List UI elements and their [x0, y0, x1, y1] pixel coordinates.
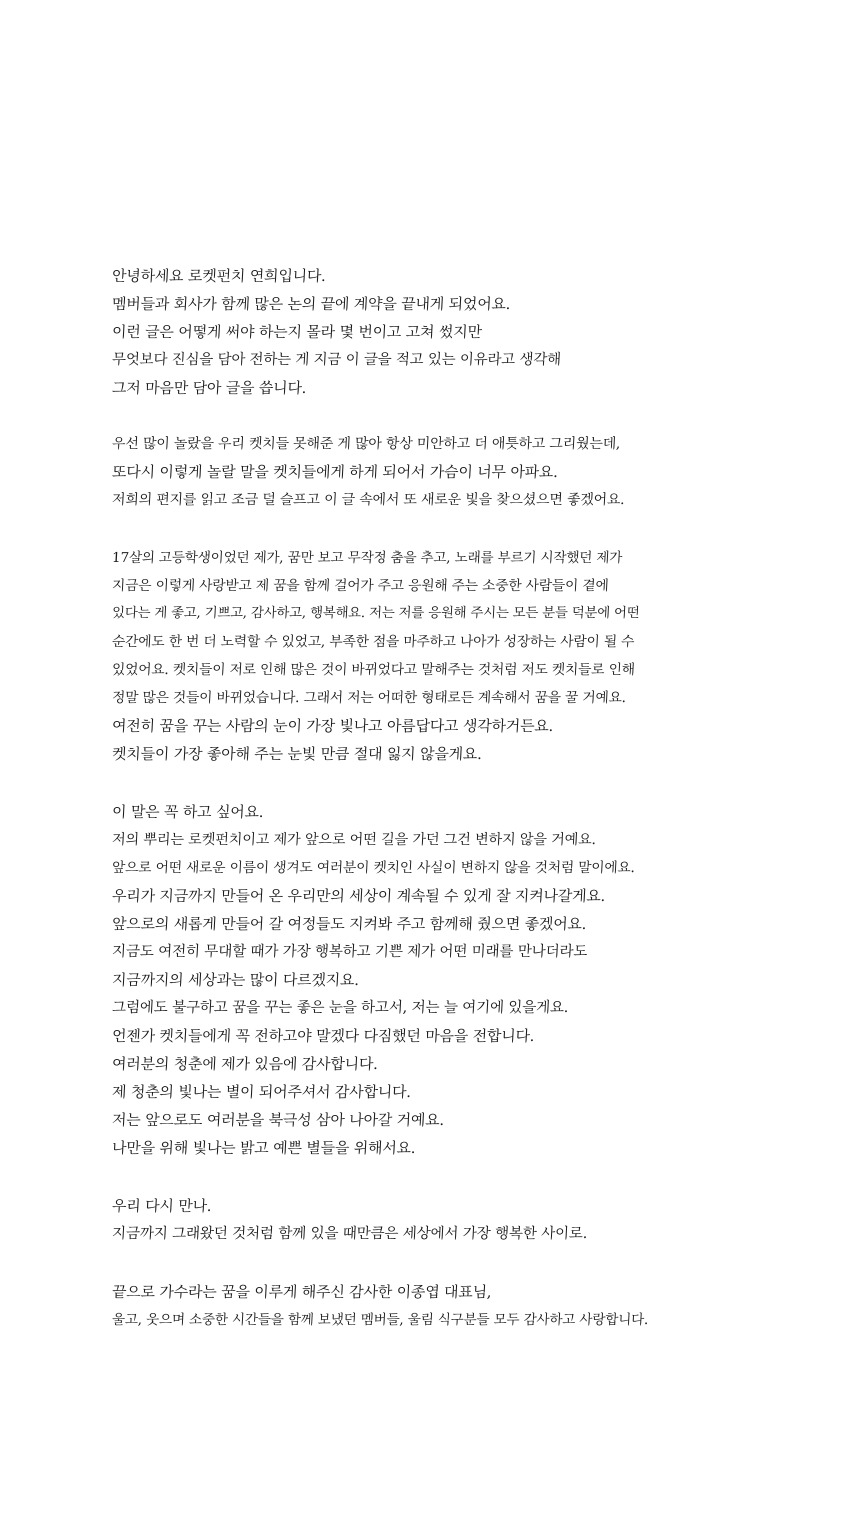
paragraph-promise — [112, 798, 672, 1162]
letter-line: 안녕하세요 로켓펀치 연희입니다. — [111, 267, 327, 285]
letter-line: 앞으로의 새롭게 만들어 갈 여정들도 지켜봐 주고 함께해 줬으면 좋겠어요. — [111, 915, 587, 933]
letter-line: 저의 뿌리는 로켓펀치이고 제가 앞으로 어떤 길을 가던 그건 변하지 않을 거예요. — [111, 832, 597, 848]
letter-line: 있다는 게 좋고, 기쁘고, 감사하고, 행복해요. 저는 저를 응원해 주시는 모든 분들 덕분에 어떤 — [111, 606, 640, 621]
letter-line: 여전히 꿈을 꾸는 사람의 눈이 가장 빛나고 아름답다고 생각하거든요. — [111, 717, 554, 735]
letter-line: 저희의 편지를 읽고 조금 덜 슬프고 이 글 속에서 또 새로운 빛을 찾으셨으면 좋겠어요. — [111, 492, 625, 508]
letter-line: 있었어요. 켓치들이 저로 인해 많은 것이 바뀌었다고 말해주는 것처럼 저도 켓치들로 인해 — [111, 662, 636, 678]
letter-line: 그럼에도 불구하고 꿈을 꾸는 좋은 눈을 하고서, 저는 늘 여기에 있을게요. — [111, 999, 569, 1016]
letter-line: 끝으로 가수라는 꿈을 이루게 해주신 감사한 이종엽 대표님, — [111, 1283, 492, 1301]
letter-line: 이 말은 꼭 하고 싶어요. — [111, 803, 264, 821]
letter-line: 17살의 고등학생이었던 제가, 꿈만 보고 무작정 춤을 추고, 노래를 부르기 시작했던 제가 — [111, 550, 623, 566]
letter-line: 저는 앞으로도 여러분을 북극성 삼아 나아갈 거예요. — [111, 1111, 445, 1129]
letter-line: 우리가 지금까지 만들어 온 우리만의 세상이 계속될 수 있게 잘 지켜나갈게요. — [111, 887, 606, 905]
letter-line: 무엇보다 진심을 담아 전하는 게 지금 이 글을 적고 있는 이유라고 생각해 — [111, 352, 562, 368]
handwritten-letter — [112, 262, 672, 1334]
paragraph-greeting — [112, 262, 672, 402]
letter-line: 우리 다시 만나. — [111, 1197, 212, 1215]
letter-line: 울고, 웃으며 소중한 시간들을 함께 보냈던 멤버들, 울림 식구분들 모두 감사하고 사랑합니다. — [111, 1312, 649, 1328]
letter-line: 앞으로 어떤 새로운 이름이 생겨도 여러분이 켓치인 사실이 변하지 않을 것처럼 말이에요. — [111, 860, 636, 876]
letter-line: 지금도 여전히 무대할 때가 가장 행복하고 기쁜 제가 어떤 미래를 만나더라도 — [111, 943, 588, 960]
letter-line: 켓치들이 가장 좋아해 주는 눈빛 만큼 절대 잃지 않을게요. — [111, 745, 483, 763]
paragraph-farewell — [112, 1192, 672, 1248]
letter-line: 여러분의 청춘에 제가 있음에 감사합니다. — [111, 1055, 379, 1073]
letter-line: 지금까지 그래왔던 것처럼 함께 있을 때만큼은 세상에서 가장 행복한 사이로. — [111, 1225, 588, 1242]
letter-line: 멤버들과 회사가 함께 많은 논의 끝에 계약을 끝내게 되었어요. — [111, 295, 511, 313]
letter-line: 우선 많이 놀랐을 우리 켓치들 못해준 게 많아 항상 미안하고 더 애틋하고 그리웠는데, — [111, 436, 621, 452]
letter-line: 지금은 이렇게 사랑받고 제 꿈을 함께 걸어가 주고 응원해 주는 소중한 사람들이 곁에 — [111, 578, 609, 594]
letter-line: 순간에도 한 번 더 노력할 수 있었고, 부족한 점을 마주하고 나아가 성장하는 사람이 될 수 — [111, 634, 635, 650]
letter-line: 그저 마음만 담아 글을 씁니다. — [111, 379, 307, 397]
letter-line: 이런 글은 어떻게 써야 하는지 몰라 몇 번이고 고쳐 썼지만 — [111, 323, 483, 341]
letter-line: 정말 많은 것들이 바뀌었습니다. 그래서 저는 어떠한 형태로든 계속해서 꿈을 꿀 거예요. — [111, 690, 627, 706]
letter-line: 언젠가 켓치들에게 꼭 전하고야 말겠다 다짐했던 마음을 전합니다. — [111, 1027, 535, 1045]
paragraph-thanks — [112, 1278, 672, 1334]
letter-line: 제 청춘의 빛나는 별이 되어주셔서 감사합니다. — [111, 1083, 412, 1101]
letter-line: 지금까지의 세상과는 많이 다르겠지요. — [111, 971, 360, 989]
letter-line: 또다시 이렇게 놀랄 말을 켓치들에게 하게 되어서 가슴이 너무 아파요. — [111, 463, 559, 481]
paragraph-apology — [112, 430, 672, 514]
letter-line: 나만을 위해 빛나는 밝고 예쁜 별들을 위해서요. — [111, 1139, 416, 1157]
paragraph-gratitude — [112, 544, 672, 768]
